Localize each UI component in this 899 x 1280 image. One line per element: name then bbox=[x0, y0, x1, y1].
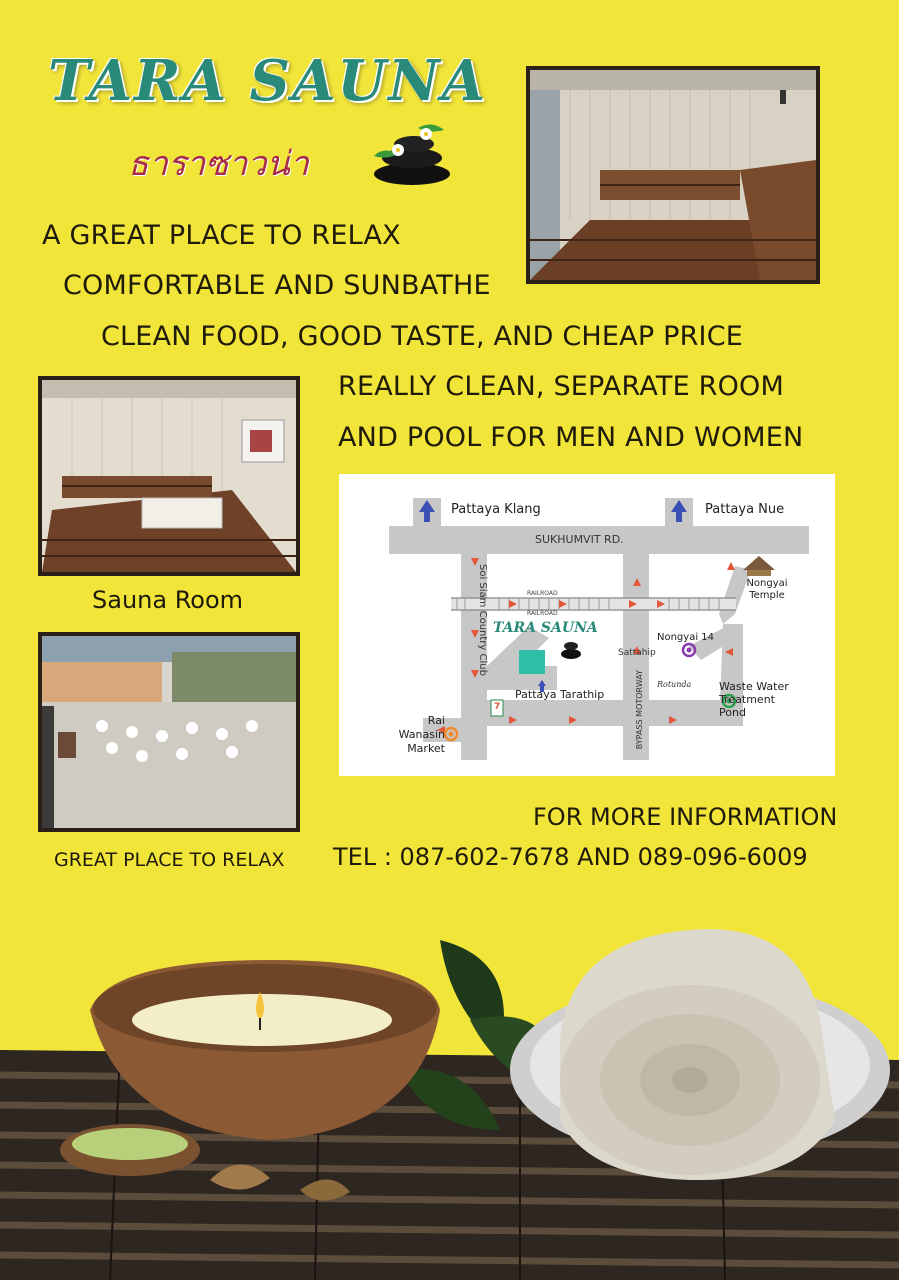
map-label-bypass: BYPASS MOTORWAY bbox=[635, 670, 644, 750]
map-label-pattaya-nue: Pattaya Nue bbox=[705, 502, 785, 517]
map-tara-sauna-logo: TARA SAUNA bbox=[493, 620, 598, 636]
map-label-sattahip: Sattahip bbox=[618, 648, 656, 658]
map-label-sukhumvit: SUKHUMVIT RD. bbox=[535, 533, 624, 546]
more-info-label: FOR MORE INFORMATION bbox=[533, 803, 838, 831]
map-label-rai-wanasin: Rai Wanasin Market bbox=[398, 714, 445, 755]
map-label-soi-siam: Soi Siam Country Club bbox=[477, 564, 488, 676]
spa-stones-icon bbox=[370, 120, 454, 186]
tagline-3: CLEAN FOOD, GOOD TASTE, AND CHEAP PRICE bbox=[101, 321, 744, 352]
tagline-5: AND POOL FOR MEN AND WOMEN bbox=[338, 422, 804, 453]
sauna-room-photo bbox=[38, 376, 300, 576]
brand-logo: TARA SAUNA bbox=[48, 48, 487, 114]
telephone-numbers: TEL : 087-602-7678 AND 089-096-6009 bbox=[333, 843, 808, 871]
sauna-room-photo-top bbox=[526, 66, 820, 284]
caption-great-place: GREAT PLACE TO RELAX bbox=[54, 849, 285, 871]
map-label-waste-water: Waste Water Treatment Pond bbox=[719, 680, 789, 719]
map-label-nongyai-temple: Nongyai Temple bbox=[746, 578, 788, 601]
map-label-pattaya-klang: Pattaya Klang bbox=[451, 502, 541, 517]
caption-sauna-room: Sauna Room bbox=[92, 586, 244, 614]
map-label-pattaya-tarathip: Pattaya Tarathip bbox=[515, 688, 605, 701]
tagline-4: REALLY CLEAN, SEPARATE ROOM bbox=[338, 371, 785, 402]
map-label-railroad-1: RAILROAD bbox=[527, 590, 558, 597]
map-label-nongyai-14: Nongyai 14 bbox=[657, 632, 715, 643]
location-map bbox=[339, 474, 835, 776]
tagline-1: A GREAT PLACE TO RELAX bbox=[42, 220, 401, 251]
map-rotunda-logo: Rotunda bbox=[657, 680, 692, 689]
spa-scene-illustration bbox=[0, 900, 899, 1280]
brand-thai-name: ธาราซาวน่า bbox=[128, 144, 309, 184]
map-label-railroad-2: RAILROAD bbox=[527, 610, 558, 617]
map-seven-eleven-icon: 7 bbox=[494, 702, 501, 712]
outdoor-area-photo bbox=[38, 632, 300, 832]
tagline-2: COMFORTABLE AND SUNBATHE bbox=[63, 270, 491, 301]
